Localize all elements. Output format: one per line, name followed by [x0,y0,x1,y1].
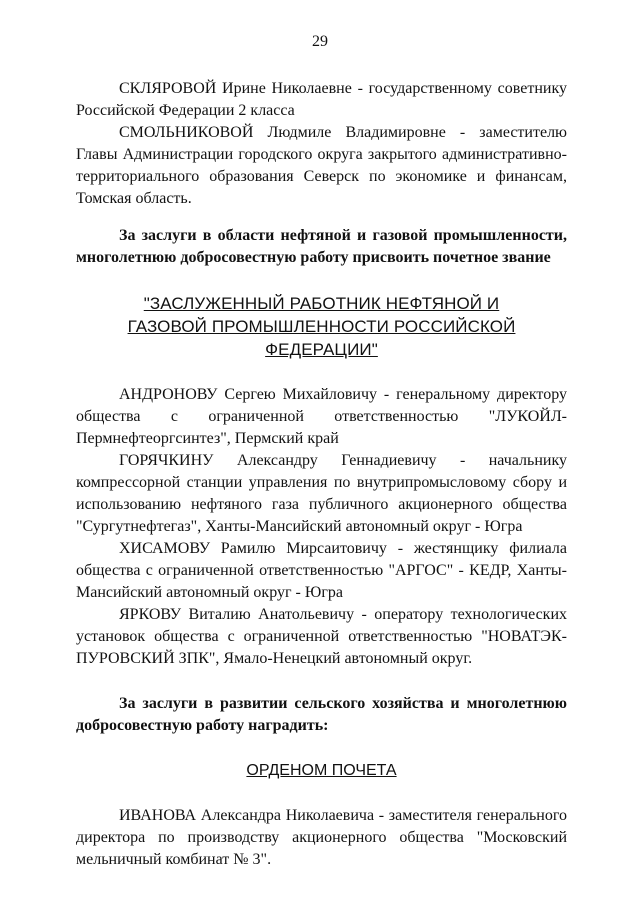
section-heading-agriculture: За заслуги в развитии сельского хозяйства и многолетнюю добросовестную работу наградить: [76,695,567,734]
page-number: 29 [312,33,328,50]
honorary-title-oil-gas: "ЗАСЛУЖЕННЫЙ РАБОТНИК НЕФТЯНОЙ И ГАЗОВОЙ ПРОМЫШЛЕННОСТИ РОССИЙСКОЙ ФЕДЕРАЦИИ" [127,294,516,359]
award-entry: ЯРКОВУ Виталию Анатольевичу - оператору технологических установок общества с ограниченной ответственностью "НОВАТЭК-ПУРОВСКИЙ ЗПК", Ямало-Ненецкий автономный округ. [76,606,567,667]
award-entry: СКЛЯРОВОЙ Ирине Николаевне - государственному советнику Российской Федерации 2 класса [76,80,567,119]
award-entry: ГОРЯЧКИНУ Александру Геннадиевичу - начальнику компрессорной станции управления по внутрипромысловому сбору и использованию нефтяного газа публичного акционерного общества "Сургутнефтегаз", Ханты-Мансийский автономный округ - Югра [76,452,567,535]
document-body [76,78,567,871]
award-entry: ИВАНОВА Александра Николаевича - заместителя генерального директора по производству акционерного общества "Московский мельничный комбинат № 3". [76,807,567,868]
award-entry: АНДРОНОВУ Сергею Михайловичу - генеральному директору общества с ограниченной ответственностью "ЛУКОЙЛ-Пермнефтеоргсинтез", Пермский край [76,386,567,447]
section-heading-oil-gas: За заслуги в области нефтяной и газовой промышленности, многолетнюю добросовестную работу присвоить почетное звание [76,227,567,266]
order-title-honor: ОРДЕНОМ ПОЧЕТА [246,762,397,779]
award-entry: ХИСАМОВУ Рамилю Мирсаитовичу - жестянщику филиала общества с ограниченной ответственностью "АРГОС" - КЕДР, Ханты-Мансийский автономный округ - Югра [76,540,567,601]
award-entry: СМОЛЬНИКОВОЙ Людмиле Владимировне - заместителю Главы Администрации городского округа закрытого административно-территориального образования Северск по экономике и финансам, Томская область. [76,124,567,207]
